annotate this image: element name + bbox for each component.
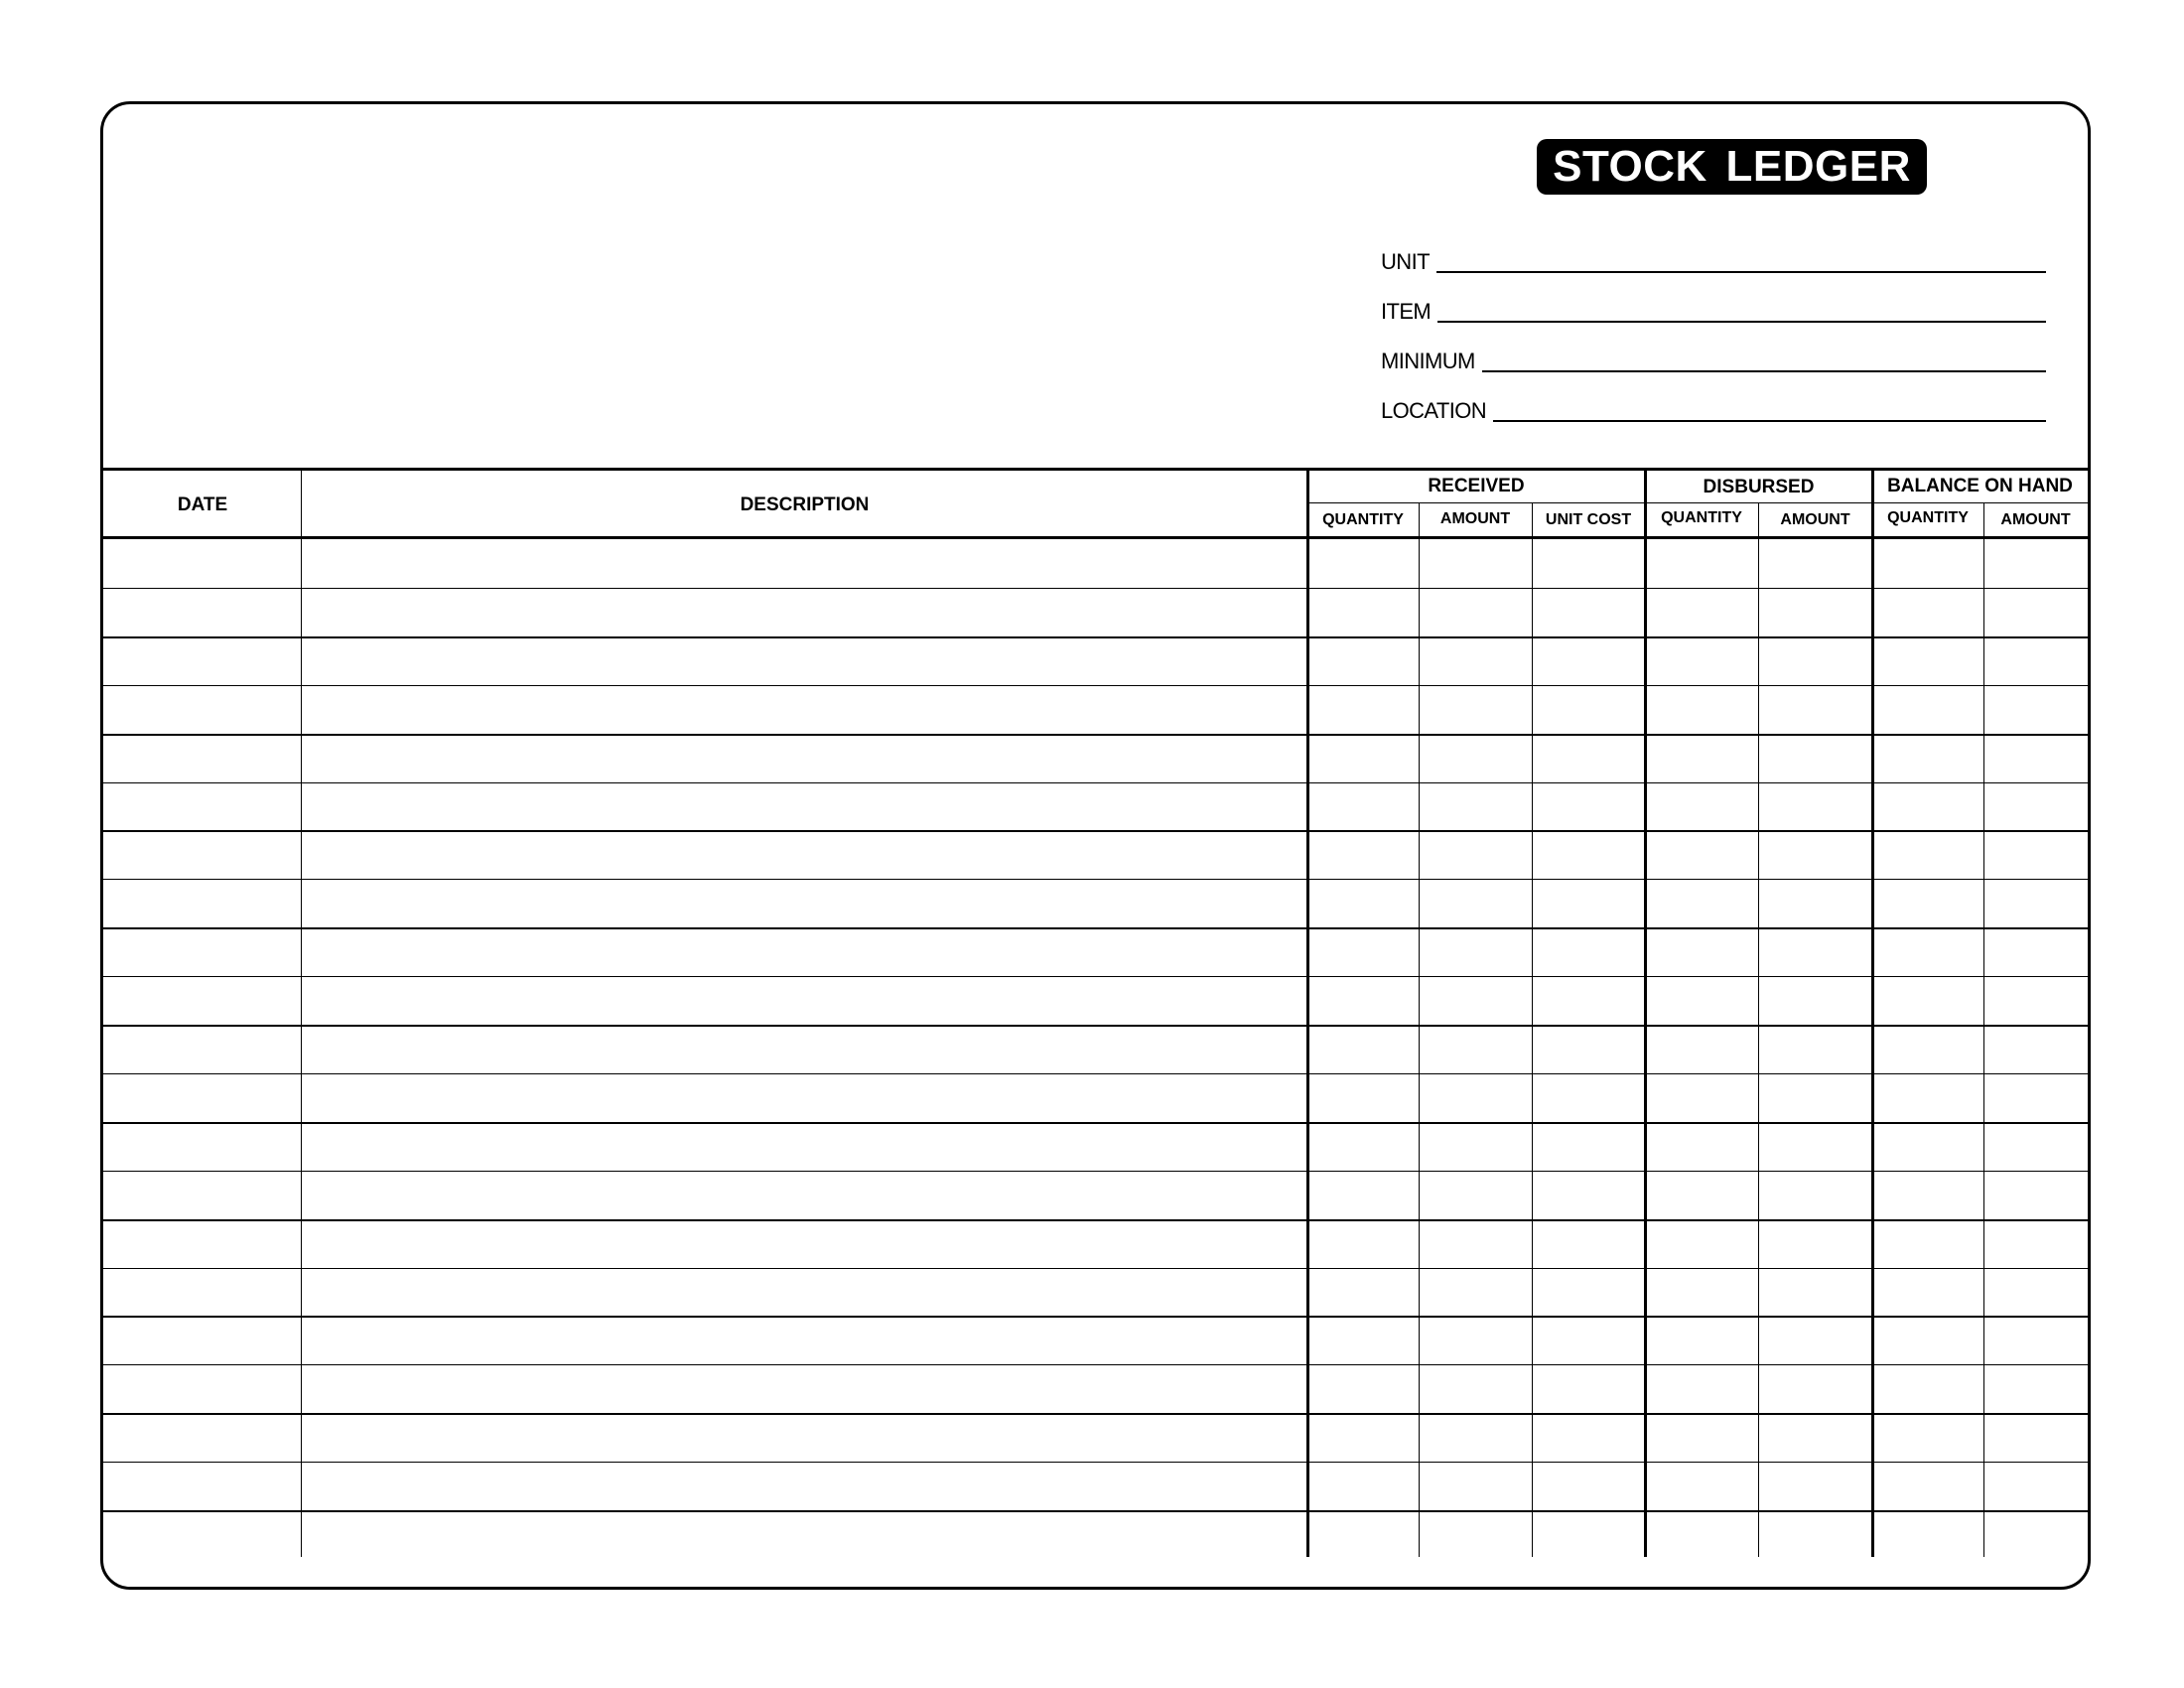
disbursed-amount-header: AMOUNT: [1780, 511, 1850, 528]
received-header: RECEIVED: [1428, 476, 1525, 496]
date-header: DATE: [177, 494, 228, 515]
balance-on-hand-header: BALANCE ON HAND: [1887, 476, 2073, 496]
table-row[interactable]: [103, 734, 2088, 782]
item-line[interactable]: [1437, 299, 2046, 323]
table-top-rule: [103, 468, 2088, 471]
item-field[interactable]: [1381, 299, 2046, 323]
item-label: ITEM: [1381, 299, 1432, 324]
group-subheader-rule: [1307, 502, 2088, 503]
disbursed-quantity-header: QUANTITY: [1661, 509, 1742, 526]
table-row[interactable]: [103, 879, 2088, 927]
table-row[interactable]: [103, 1025, 2088, 1073]
table-row[interactable]: [103, 1364, 2088, 1413]
location-label: LOCATION: [1381, 398, 1487, 423]
table-row[interactable]: [103, 1316, 2088, 1364]
balance-amount-header: AMOUNT: [2000, 511, 2071, 528]
received-amount-header: AMOUNT: [1439, 510, 1511, 527]
minimum-line[interactable]: [1482, 349, 2046, 372]
table-row[interactable]: [103, 1171, 2088, 1219]
minimum-field[interactable]: [1381, 349, 2046, 372]
table-row[interactable]: [103, 927, 2088, 976]
location-line[interactable]: [1493, 398, 2046, 422]
table-row[interactable]: [103, 1510, 2088, 1559]
table-row[interactable]: [103, 636, 2088, 685]
table-row[interactable]: [103, 1462, 2088, 1510]
table-row[interactable]: [103, 539, 2088, 588]
table-row[interactable]: [103, 1219, 2088, 1268]
unit-label: UNIT: [1381, 249, 1430, 274]
minimum-label: MINIMUM: [1381, 349, 1475, 373]
unit-field[interactable]: [1381, 249, 2046, 273]
table-row[interactable]: [103, 1122, 2088, 1171]
table-row[interactable]: [103, 1268, 2088, 1317]
table-row[interactable]: [103, 976, 2088, 1025]
disbursed-header: DISBURSED: [1703, 477, 1815, 497]
table-row[interactable]: [103, 782, 2088, 831]
location-field[interactable]: [1381, 398, 2046, 422]
balance-quantity-header: QUANTITY: [1887, 509, 1969, 526]
unit-line[interactable]: [1436, 249, 2046, 273]
table-row[interactable]: [103, 1413, 2088, 1462]
table-row[interactable]: [103, 830, 2088, 879]
stock-ledger-form: [100, 101, 2091, 1590]
table-row[interactable]: [103, 685, 2088, 734]
received-unit-cost-header: UNIT COST: [1545, 511, 1632, 528]
table-row[interactable]: [103, 588, 2088, 636]
received-quantity-header: QUANTITY: [1322, 511, 1404, 528]
description-header: DESCRIPTION: [740, 494, 870, 515]
table-row[interactable]: [103, 1073, 2088, 1122]
form-title: STOCK LEDGER: [1537, 139, 1927, 195]
